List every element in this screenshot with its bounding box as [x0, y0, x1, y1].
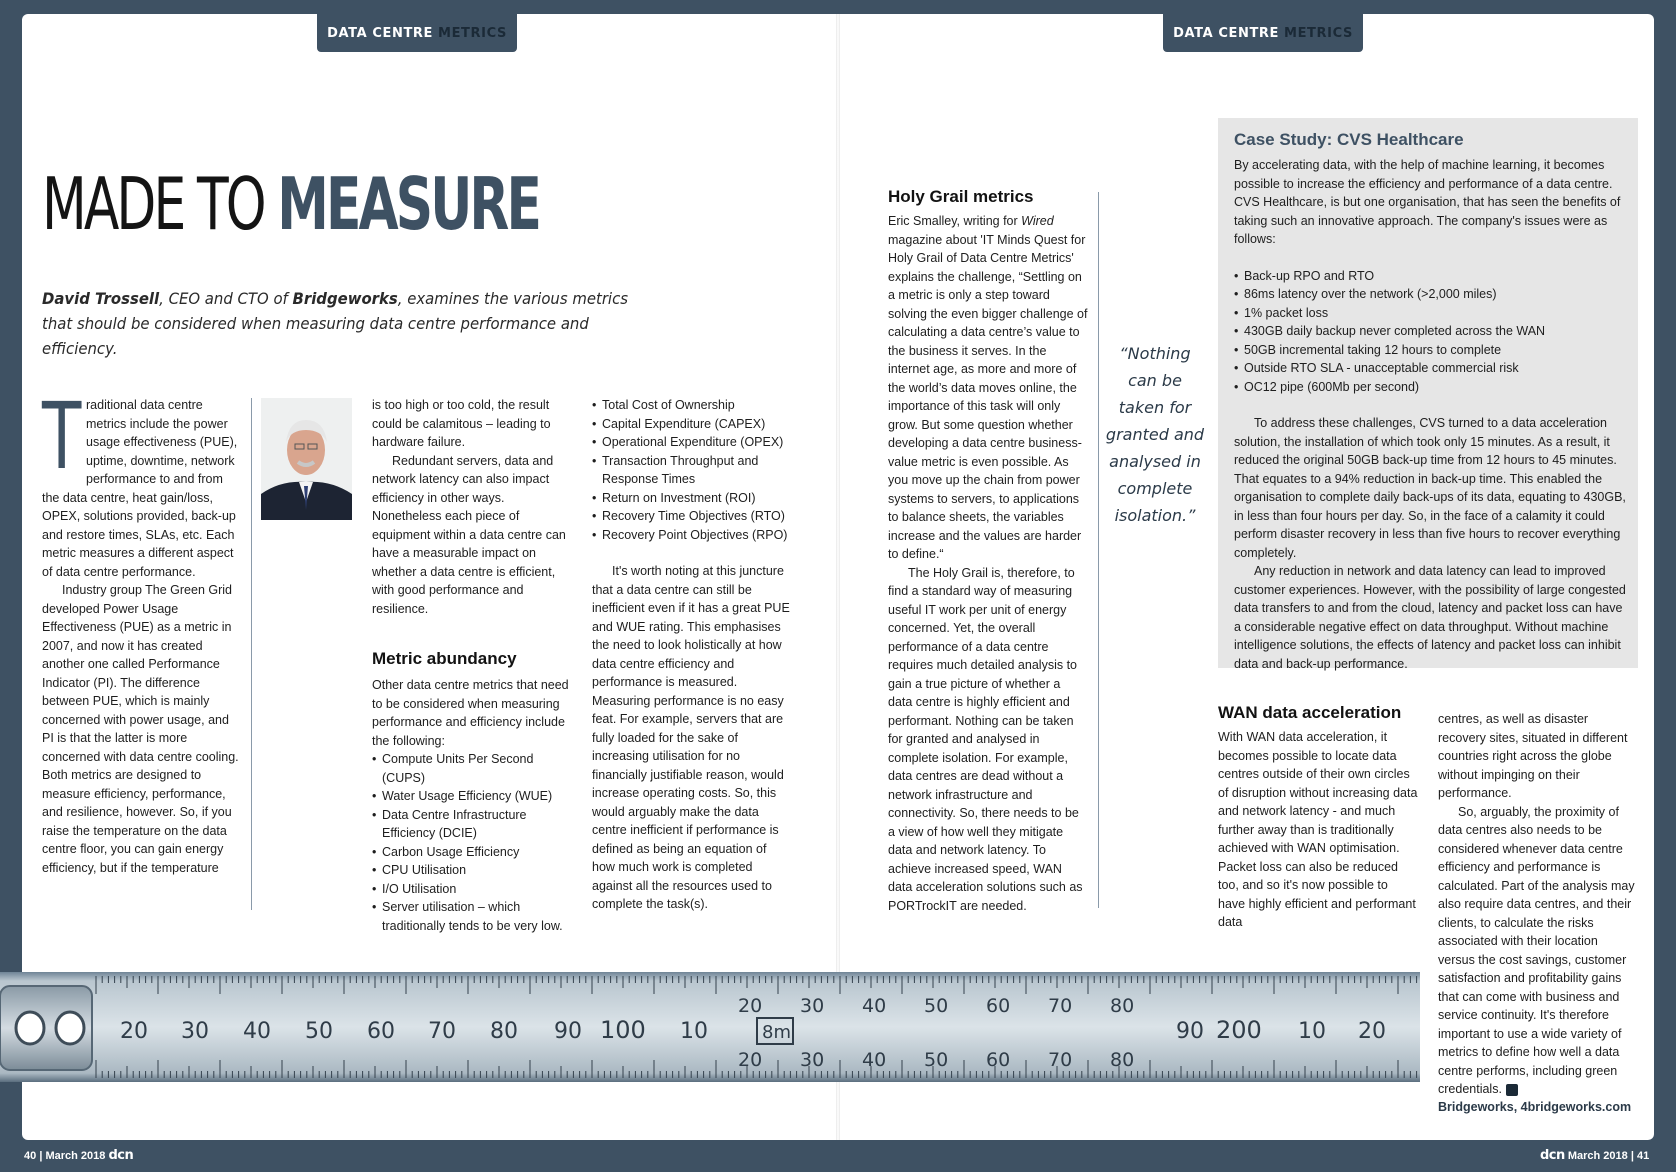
metric-abundancy-heading: Metric abundancy: [372, 649, 517, 668]
tape-number: 10: [1298, 1019, 1326, 1044]
wan-paragraph-1: With WAN data acceleration, it becomes possible to locate data centres outside of their own circles of disruption without increasing data and network latency - and much further away than is traditionally achieved with WAN optimisation. Packet loss can also be reduced too, and so it's now possible to have highly efficient and performant data: [1218, 730, 1418, 929]
tape-number: 60: [986, 995, 1011, 1017]
drop-cap: T: [42, 383, 82, 490]
section-tab-accent: METRICS: [1284, 25, 1353, 41]
issue-date: March 2018: [45, 1150, 106, 1162]
tape-number: 30: [181, 1019, 209, 1044]
metrics-list-continued: [592, 396, 792, 544]
section-tab-main: DATA CENTRE: [327, 25, 434, 41]
standfirst-text: , examines the various metrics that should be considered when measuring data centre performance and efficiency.: [42, 289, 629, 358]
list-item: • I/O Utilisation: [372, 880, 572, 899]
tape-number: 10: [680, 1019, 708, 1044]
dcn-logo: dcn: [108, 1148, 134, 1163]
list-item: • Data Centre Infrastructure Efficiency (DCIE): [372, 806, 572, 843]
tape-number: 60: [367, 1019, 395, 1044]
col3-paragraph-1: It's worth noting at this juncture that a data centre can still be inefficient even if it has a great PUE and WUE rating. This emphasises the need to look holistically at how data centre efficiency and performance is measured. Measuring performance is no easy feat. For example, servers that are fully loaded for the sake of increasing utilisation for no financially justifiable reason, would increase operating costs. So, this would arguably make the data centre inefficient if performance is defined as being an equation of how much work is completed against all the resources used to complete the task(s).: [592, 564, 790, 911]
list-item: • 430GB daily backup never completed across the WAN: [1234, 322, 1630, 341]
tape-number: 40: [862, 1049, 887, 1071]
tape-number: 20: [120, 1019, 148, 1044]
wan-paragraph-2: centres, as well as disaster recovery sites, situated in different countries right across the globe without impinging on their performance.: [1438, 712, 1628, 800]
list-item: • Water Usage Efficiency (WUE): [372, 787, 572, 806]
tape-number: 50: [305, 1019, 333, 1044]
company-name: Bridgeworks: [292, 289, 398, 308]
list-item: • OC12 pipe (600Mb per second): [1234, 378, 1630, 397]
col4-paragraph-1: [888, 212, 1088, 564]
list-item: • Back-up RPO and RTO: [1234, 267, 1630, 286]
tape-number: 20: [1358, 1019, 1386, 1044]
tape-number: 200: [1216, 1016, 1262, 1044]
tape-number: 90: [554, 1019, 582, 1044]
list-item: • Recovery Point Objectives (RPO): [592, 526, 792, 545]
tape-number: 80: [490, 1019, 518, 1044]
case-study-paragraph-3: Any reduction in network and data latency can lead to improved customer experiences. However, with the possibility of large congested data transfers to and from the cloud, latency and packet loss can have a considerable negative effect on data throughput. Without machine intelligence solutions, the effects of latency and packet loss can inhibit data and back-up performance.: [1234, 564, 1626, 671]
col4-p1-start: Eric Smalley, writing for: [888, 214, 1022, 228]
tape-number: 80: [1110, 995, 1135, 1017]
tape-number: 100: [600, 1016, 646, 1044]
col2-paragraph-2: Redundant servers, data and network latency can also impact efficiency in other ways. Nonetheless each piece of equipment within a data centre can have a measurable impact on whether a data centre is efficient, with good performance and resilience.: [372, 453, 566, 616]
case-study-title: Case Study: CVS Healthcare: [1234, 130, 1464, 149]
list-item: • Server utilisation – which traditionally tends to be very low.: [372, 898, 572, 935]
list-item: • Operational Expenditure (OPEX): [592, 433, 792, 452]
rivet-icon: [16, 1012, 44, 1044]
column-4: [888, 186, 1088, 915]
tape-number: 80: [1110, 1049, 1135, 1071]
tape-number: 60: [986, 1049, 1011, 1071]
tape-number: 50: [924, 995, 949, 1017]
wan-paragraph-3: [1438, 803, 1638, 1099]
list-item: • CPU Utilisation: [372, 861, 572, 880]
article-title: [42, 162, 539, 246]
dcn-logo: dcn: [1540, 1148, 1565, 1163]
list-item: • 50GB incremental taking 12 hours to complete: [1234, 341, 1630, 360]
author-photo: [261, 398, 352, 520]
column-3: [592, 396, 792, 914]
list-item: • Outside RTO SLA - unacceptable commercial risk: [1234, 359, 1630, 378]
list-item: • Total Cost of Ownership: [592, 396, 792, 415]
tape-number: 20: [738, 1049, 763, 1071]
tape-number: 40: [243, 1019, 271, 1044]
footer-right: [1540, 1148, 1649, 1163]
list-item: • 1% packet loss: [1234, 304, 1630, 323]
author-role: , CEO and CTO of: [159, 289, 293, 308]
list-item: • 86ms latency over the network (>2,000 miles): [1234, 285, 1630, 304]
column-1: [42, 383, 240, 877]
column-wan-1: [1218, 702, 1418, 932]
case-study-box: [1218, 118, 1638, 671]
title-part-1: MADE TO: [42, 162, 264, 246]
column-divider: [1098, 192, 1099, 908]
tape-marker: 8m: [762, 1022, 791, 1043]
tape-number: 50: [924, 1049, 949, 1071]
list-item: • Transaction Throughput and Response Times: [592, 452, 792, 489]
list-item: • Capital Expenditure (CAPEX): [592, 415, 792, 434]
col4-p1-magazine: Wired: [1021, 214, 1054, 228]
tape-number: 90: [1176, 1019, 1204, 1044]
section-tab-right: [1163, 14, 1363, 52]
tape-number: 70: [1048, 1049, 1073, 1071]
author-portrait-image: [261, 398, 352, 520]
col2-paragraph-1: is too high or too cold, the result could be calamitous – leading to hardware failure.: [372, 398, 551, 449]
rivet-icon: [56, 1012, 84, 1044]
issue-date: March 2018: [1567, 1150, 1628, 1162]
list-item: • Carbon Usage Efficiency: [372, 843, 572, 862]
metrics-list: [372, 750, 572, 935]
case-study-text: [1234, 156, 1630, 673]
measuring-tape-image: [0, 968, 1420, 1086]
column-2: [372, 396, 572, 935]
title-part-2: MEASURE: [277, 162, 539, 246]
column-divider: [251, 398, 252, 910]
tape-number: 40: [862, 995, 887, 1017]
page-number: 41: [1636, 1150, 1650, 1162]
tape-body: [0, 972, 1420, 1082]
list-item: • Compute Units Per Second (CUPS): [372, 750, 572, 787]
wan-heading: WAN data acceleration: [1218, 703, 1402, 722]
author-name: David Trossell: [42, 289, 160, 308]
footer-separator: |: [1630, 1150, 1634, 1162]
col4-p1-rest: magazine about 'IT Minds Quest for Holy Grail of Data Centre Metrics' explains the challenge, “Settling on a metric is only a step toward solving the even bigger challenge of calculating a data centre’s value to the business it serves. In the internet age, as more and more of the world’s data moves online, the importance of this task will only grow. But some question whether developing a data centre business-value metric is even possible. As you move up the chain from power systems to servers, to applications to balance sheets, the variables increase and the values are harder to define.“: [888, 232, 1088, 561]
tape-number: 30: [800, 995, 825, 1017]
wan-paragraph-3-text: So, arguably, the proximity of data centres also needs to be considered whenever data centre efficiency and performance is calculated. Part of the analysis may also require data centres, and their clients, to calculate the risks associated with their location versus the cost savings, customer satisfaction and profitability gains that can come with business and service continuity. It's therefore important to use a wide variety of metrics to define how well a data centre performs, including green credentials.: [1438, 804, 1635, 1096]
col2-paragraph-3: Other data centre metrics that need to be considered when measuring performance and efficiency include the following:: [372, 678, 569, 748]
holy-grail-heading: Holy Grail metrics: [888, 187, 1034, 206]
page-number: 40: [24, 1150, 37, 1162]
col4-paragraph-2: The Holy Grail is, therefore, to find a standard way of measuring useful IT work per unit of energy concerned. Yet, the overall performance of a data centre requires much detailed analysis to gain a true picture of whether a data centre is highly efficient and performant. Nothing can be taken for granted and analysed in complete isolation. For example, data centres are dead without a network infrastructure and connectivity. So, there needs to be a view of how well they mitigate data and network latency. To achieve increased speed, WAN data acceleration solutions such as PORTrockIT are needed.: [888, 565, 1083, 913]
end-mark-icon: d: [1506, 1084, 1518, 1096]
footer-left: [24, 1148, 133, 1163]
tape-number: 30: [800, 1049, 825, 1071]
article-credit: Bridgeworks, 4bridgeworks.com: [1438, 1100, 1632, 1114]
section-tab-main: DATA CENTRE: [1173, 25, 1280, 41]
pull-quote: “Nothing can be taken for granted and analysed in complete isolation.”: [1105, 344, 1205, 525]
case-study-issues-list: [1234, 267, 1630, 397]
tape-number: 20: [738, 995, 763, 1017]
footer-separator: |: [39, 1150, 43, 1162]
standfirst: [42, 286, 656, 361]
list-item: • Return on Investment (ROI): [592, 489, 792, 508]
col1-paragraph-1: raditional data centre metrics include the power usage effectiveness (PUE), uptime, downtime, network performance to and from the data centre, heat gain/loss, OPEX, solutions provided, back-up and restore times, SLAs, etc. Each metric measures a different aspect of data centre performance.: [42, 398, 238, 579]
section-tab-accent: METRICS: [438, 25, 507, 41]
col1-paragraph-2: Industry group The Green Grid developed Power Usage Effectiveness (PUE) as a metric in 2007, and now it has created another one called Performance Indicator (PI). The difference between PUE, which is mainly concerned with power usage, and PI is that the latter is more concerned with data centre cooling. Both metrics are designed to measure efficiency, performance, and resilience, however. So, if you raise the temperature on the data centre floor, you can gain energy efficiency, but if the temperature: [42, 583, 239, 875]
tape-number: 70: [1048, 995, 1073, 1017]
tape-number: 70: [428, 1019, 456, 1044]
case-study-paragraph-2: To address these challenges, CVS turned to a data acceleration solution, the installation of which took only 15 minutes. As a result, it reduced the original 50GB back-up time from 12 hours to 45 minutes. That equates to a 94% reduction in back-up time. This enabled the organisation to complete daily back-ups of its data, equating to 430GB, in less than four hours per day. So, in the face of a calamity it could perform disaster recovery in less than five hours to recover everything completely.: [1234, 416, 1626, 560]
section-tab-left: [317, 14, 517, 52]
column-wan-2: [1438, 710, 1638, 1099]
list-item: • Recovery Time Objectives (RTO): [592, 507, 792, 526]
case-study-paragraph-1: By accelerating data, with the help of machine learning, it becomes possible to increase the efficiency and performance of a data centre. CVS Healthcare, is but one organisation, that has seen the benefits of taking such an innovative approach. The company's issues were as follows:: [1234, 158, 1621, 246]
